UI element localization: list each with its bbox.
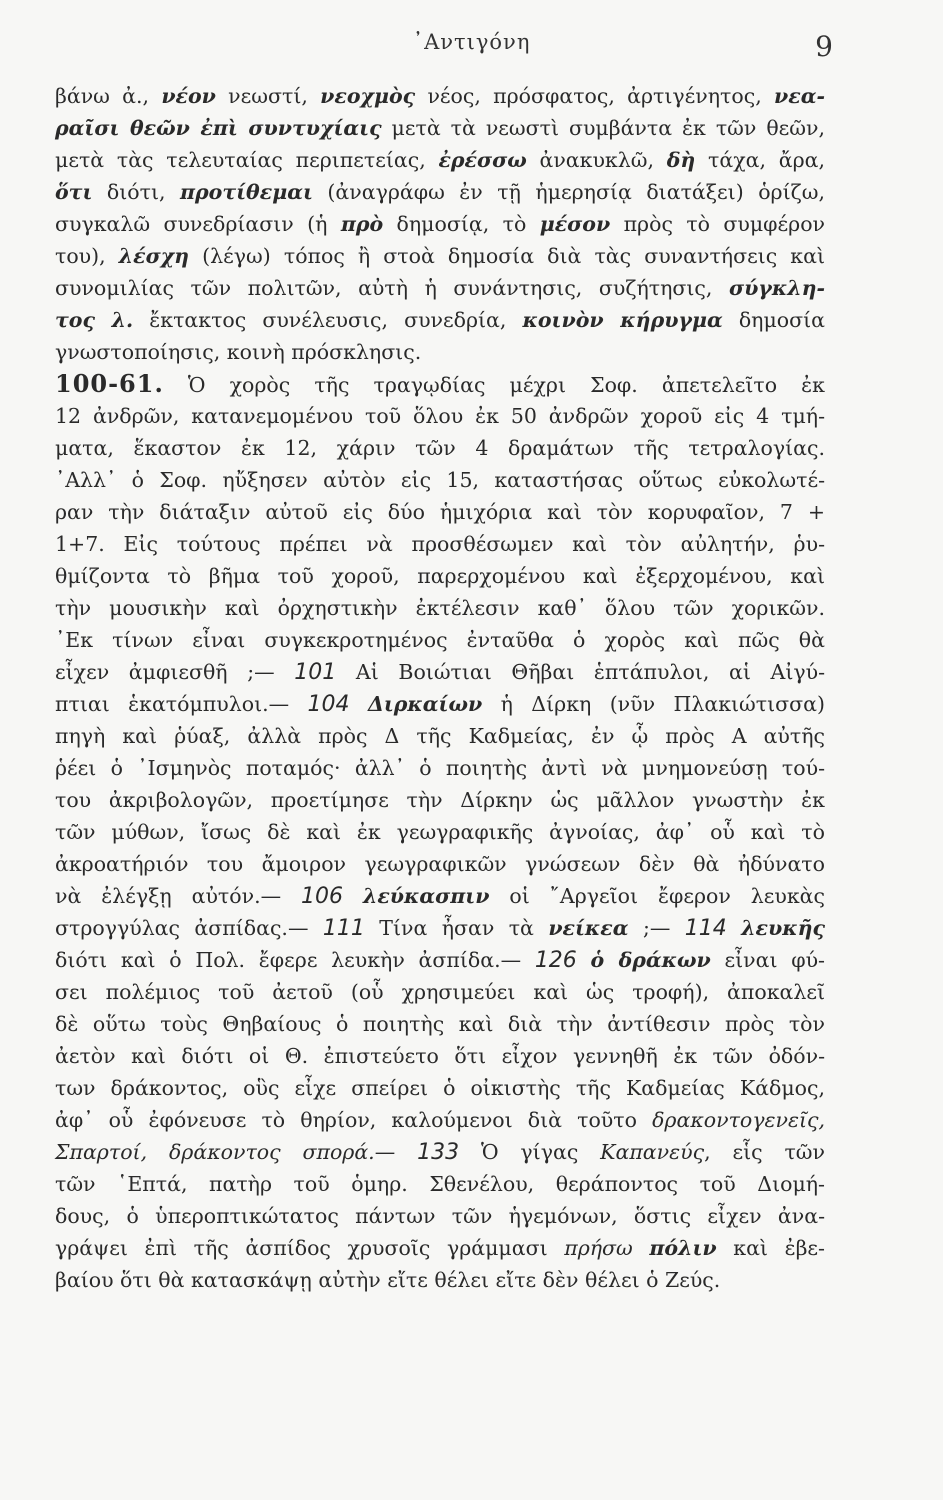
text-run: γράψει ἐπὶ τῆς ἀσπίδος χρυσοῖς γράμμασι [55, 1236, 565, 1260]
text-run [633, 1236, 650, 1260]
verse-number: 106 [301, 884, 344, 909]
text-run: στρογγύλας ἀσπίδας.— [55, 916, 323, 940]
text-run: δημοσίᾳ, τὸ [383, 212, 540, 236]
text-run: μετὰ τὰ νεωστὶ συμβάντα ἐκ τῶν θεῶν, [381, 116, 825, 140]
running-title: ᾿Αντιγόνη [412, 30, 531, 54]
text-run: των δράκοντος, οὓς εἶχε σπείρει ὁ οἰκιστὴς τῆς Καδμείας Κάδμος, [55, 1076, 825, 1100]
text-line [55, 688, 825, 720]
text-run [727, 916, 741, 940]
text-line [55, 1264, 825, 1296]
lemma: πρήσω [564, 1236, 633, 1260]
text-line [55, 80, 825, 112]
text-run: ῥέει ὁ ᾿Ισμηνὸς ποταμός· ἀλλ᾿ ὁ ποιητὴς ἀντὶ νὰ μνημονεύσῃ τού- [55, 756, 825, 780]
verse-number: 114 [684, 916, 727, 941]
text-line [55, 1232, 825, 1264]
text-run: — [374, 1140, 418, 1164]
text-line [55, 944, 825, 976]
text-run: ᾿Αλλ᾿ ὁ Σοφ. ηὔξησεν αὐτὸν εἰς 15, καταστήσας οὕτως εὐκολωτέ- [55, 468, 825, 492]
text-run: ματα, ἕκαστον ἐκ 12, χάριν τῶν 4 δραμάτων τῆς τετραλογίας. [55, 436, 825, 460]
text-run: Τίνα ἦσαν τὰ [364, 916, 549, 940]
text-run: Ὁ χορὸς τῆς τραγῳδίας μέχρι Σοφ. ἀπετελεῖτο ἐκ [163, 373, 825, 397]
text-run: γνωστοποίησις, κοινὴ πρόσκλησις. [55, 340, 422, 364]
text-line [55, 528, 825, 560]
text-run: ἔκτακτος συνέλευσις, συνεδρία, [133, 308, 523, 332]
text-line [55, 1136, 825, 1168]
text-run: ᾿Εκ τίνων εἶναι συγκεκροτημένος ἐνταῦθα ὁ χορὸς καὶ πῶς θὰ [55, 628, 825, 652]
lemma: ραῖσι θεῶν ἐπὶ συντυχίαις [55, 116, 382, 140]
text-line [55, 656, 825, 688]
lemma: νέον [161, 84, 216, 108]
verse-number: 133 [417, 1140, 460, 1165]
text-line [55, 880, 825, 912]
text-line [55, 912, 825, 944]
lemma: λεύκασπιν [362, 884, 490, 908]
text-line [55, 176, 825, 208]
text-line [55, 1168, 825, 1200]
lemma: νεα- [774, 84, 825, 108]
text-run: του), [55, 244, 119, 268]
lemma: ὁ δράκων [590, 948, 711, 972]
lemma: λέσχη [118, 244, 190, 268]
text-run: τῶν μύθων, ἴσως δὲ καὶ ἐκ γεωγραφικῆς ἀγνοίας, ἀφ᾿ οὗ καὶ τὸ [55, 820, 825, 844]
text-run [343, 884, 363, 908]
text-run: , εἷς τῶν [704, 1140, 825, 1164]
lemma: Καπανεύς [600, 1140, 705, 1164]
text-run: συγκαλῶ συνεδρίασιν (ἡ [55, 212, 341, 236]
text-line [55, 976, 825, 1008]
text-line [55, 368, 825, 400]
text-line [55, 112, 825, 144]
lemma: ὅτι [55, 180, 93, 204]
text-line [55, 496, 825, 528]
text-line [55, 400, 825, 432]
text-line [55, 624, 825, 656]
text-run: ἀφ᾿ οὗ ἐφόνευσε τὸ θηρίον, καλούμενοι διὰ τοῦτο [55, 1108, 653, 1132]
text-run: νεωστί, [215, 84, 321, 108]
text-line [55, 592, 825, 624]
text-run: δημοσία [722, 308, 826, 332]
text-run [577, 948, 591, 972]
text-run: εἶχεν ἀμφιεσθῆ ;— [55, 660, 295, 684]
lemma: Σπαρτοί, δράκοντος σπορά. [55, 1140, 375, 1164]
text-line [55, 304, 825, 336]
text-line [55, 464, 825, 496]
section-number: 100-61. [55, 369, 164, 398]
text-run: 12 ἀνδρῶν, κατανεμομένου τοῦ ὅλου ἐκ 50 ἀνδρῶν χοροῦ εἰς 4 τμή- [55, 404, 825, 428]
lemma: Διρκαίων [367, 692, 483, 716]
text-line [55, 208, 825, 240]
text-run: νὰ ἐλέγξῃ αὐτόν.— [55, 884, 302, 908]
commentary-text [55, 80, 825, 1296]
lemma: δὴ [666, 148, 696, 172]
text-line [55, 1008, 825, 1040]
text-run: (λέγω) τόπος ἢ στοὰ δημοσία διὰ τὰς συναντήσεις καὶ [189, 244, 825, 268]
lemma: μέσον [539, 212, 611, 236]
text-line [55, 272, 825, 304]
text-line [55, 1040, 825, 1072]
text-run: θμίζοντα τὸ βῆμα τοῦ χοροῦ, παρερχομένου καὶ ἐξερχομένου, καὶ [55, 564, 825, 588]
text-run [350, 692, 368, 716]
lemma: νεοχμὸς [320, 84, 416, 108]
text-run: νέος, πρόσφατος, ἀρτιγένητος, [415, 84, 775, 108]
text-run: ραν τὴν διάταξιν αὐτοῦ εἰς δύο ἡμιχόρια καὶ τὸν κορυφαῖον, 7 + [55, 500, 825, 524]
text-run: οἱ ῎Αργεῖοι ἔφερον λευκὰς [489, 884, 825, 908]
lemma: πρὸ [340, 212, 384, 236]
verse-number: 111 [322, 916, 365, 941]
text-line [55, 752, 825, 784]
text-run: Ὁ γίγας [459, 1140, 601, 1164]
text-run: βαίου ὅτι θὰ κατασκάψῃ αὐτὴν εἴτε θέλει εἴτε δὲν θέλει ὁ Ζεύς. [55, 1268, 721, 1292]
lemma: προτίθεμαι [180, 180, 313, 204]
text-line [55, 1104, 825, 1136]
text-run: σει πολέμιος τοῦ ἀετοῦ (οὗ χρησιμεύει καὶ ὡς τροφή), ἀποκαλεῖ [55, 980, 825, 1004]
text-run: διότι καὶ ὁ Πολ. ἔφερε λευκὴν ἀσπίδα.— [55, 948, 535, 972]
lemma: σύγκλη- [728, 276, 825, 300]
text-run: ἀκροατήριόν του ἄμοιρον γεωγραφικῶν γνώσεων δὲν θὰ ἠδύνατο [55, 852, 825, 876]
text-run: ;— [628, 916, 685, 940]
text-line [55, 560, 825, 592]
text-run: καὶ ἐβε- [716, 1236, 825, 1260]
text-line [55, 144, 825, 176]
lemma: πόλιν [649, 1236, 717, 1260]
text-run: πρὸς τὸ συμφέρον [610, 212, 825, 236]
text-run: ἀετὸν καὶ διότι οἱ Θ. ἐπιστεύετο ὅτι εἶχον γεννηθῆ ἐκ τῶν ὀδόν- [55, 1044, 825, 1068]
lemma: ἐρέσσω [438, 148, 527, 172]
text-run: εἶναι φύ- [710, 948, 825, 972]
text-run: πτιαι ἑκατόμπυλοι.— [55, 692, 308, 716]
text-line [55, 336, 825, 368]
text-line [55, 720, 825, 752]
text-run: συνομιλίας τῶν πολιτῶν, αὐτὴ ἡ συνάντησις, συζήτησις, [55, 276, 729, 300]
lemma: τος λ. [55, 308, 134, 332]
text-line [55, 432, 825, 464]
text-run: πηγὴ καὶ ῥύαξ, ἀλλὰ πρὸς Δ τῆς Καδμείας, ἐν ᾧ πρὸς Α αὐτῆς [55, 724, 825, 748]
verse-number: 101 [294, 660, 337, 685]
text-line [55, 816, 825, 848]
lemma: νείκεα [548, 916, 629, 940]
text-run: 1+7. Εἰς τούτους πρέπει νὰ προσθέσωμεν καὶ τὸν αὐλητήν, ῥυ- [55, 532, 825, 556]
text-line [55, 240, 825, 272]
lemma: δρακοντογενεῖς, [652, 1108, 825, 1132]
text-line [55, 784, 825, 816]
verse-number: 126 [534, 948, 577, 973]
text-line [55, 1072, 825, 1104]
text-run: Αἱ Βοιώτιαι Θῆβαι ἑπτάπυλοι, αἱ Αἰγύ- [336, 660, 825, 684]
text-run: τάχα, ἄρα, [695, 148, 825, 172]
text-run: τὴν μουσικὴν καὶ ὀρχηστικὴν ἐκτέλεσιν καθ᾿ ὅλου τῶν χορικῶν. [55, 596, 825, 620]
text-run: μετὰ τὰς τελευταίας περιπετείας, [55, 148, 439, 172]
text-run: δὲ οὕτω τοὺς Θηβαίους ὁ ποιητὴς καὶ διὰ τὴν ἀντίθεσιν πρὸς τὸν [55, 1012, 825, 1036]
lemma: λευκῆς [741, 916, 825, 940]
text-run: δους, ὁ ὑπεροπτικώτατος πάντων τῶν ἡγεμόνων, ὅστις εἶχεν ἀνα- [55, 1204, 825, 1228]
verse-number: 104 [307, 692, 350, 717]
text-run: ἡ Δίρκη (νῦν Πλακιώτισσα) [482, 692, 825, 716]
text-line [55, 848, 825, 880]
text-run: του ἀκριβολογῶν, προετίμησε τὴν Δίρκην ὡς μᾶλλον γνωστὴν ἐκ [55, 788, 825, 812]
text-run: τῶν ῾Επτά, πατὴρ τοῦ ὁμηρ. Σθενέλου, θεράποντος τοῦ Διομή- [55, 1172, 825, 1196]
text-run: (ἀναγράφω ἐν τῇ ἡμερησίᾳ διατάξει) ὁρίζω, [312, 180, 825, 204]
page-number: 9 [815, 30, 833, 63]
text-run: ἀνακυκλῶ, [526, 148, 667, 172]
text-line [55, 1200, 825, 1232]
text-run: διότι, [92, 180, 181, 204]
text-run: βάνω ἀ., [55, 84, 162, 108]
lemma: κοινὸν κήρυγμα [522, 308, 723, 332]
